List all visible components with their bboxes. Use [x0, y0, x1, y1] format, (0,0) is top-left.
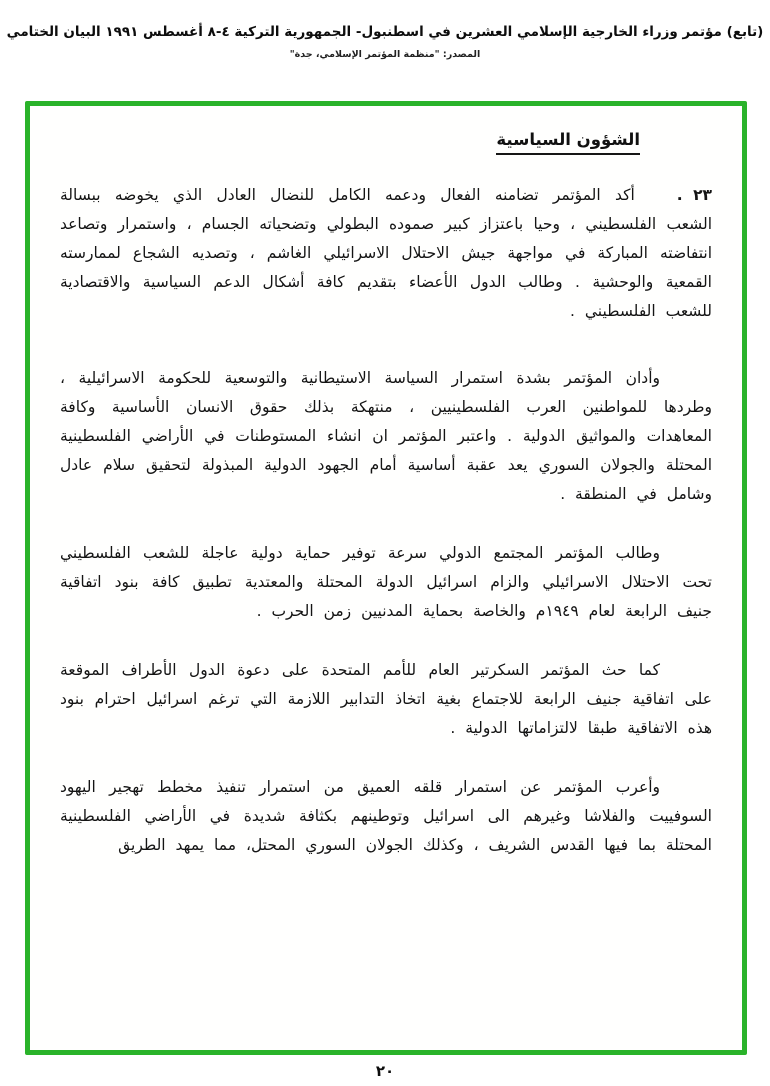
paragraph — [60, 364, 712, 509]
page-number: ٢٠ — [375, 1062, 395, 1080]
paragraph-text: أكد المؤتمر تضامنه الفعال ودعمه الكامل للنضال العادل الذي يخوضه ببسالة الشعب الفلسطيني ، وحيا باعتزاز كبير صموده البطولي وتضحياته الجسام ، واستمرار وتصاعد انتفاضته المباركة في مواجهة جيش الاحتلال الاسرائيلي الغاشم ، وتصديه الشجاع لممارسته القمعية والوحشية . وطالب الدول الأعضاء بتقديم كافة أشكال الدعم السياسية والاقتصادية للشعب الفلسطيني . — [60, 186, 712, 320]
paragraph-text: وأدان المؤتمر بشدة استمرار السياسة الاستيطانية والتوسعية للحكومة الاسرائيلية ، وطردها للمواطنين العرب الفلسطينيين ، منتهكة بذلك حقوق الانسان الأساسية وكافة المعاهدات والمواثيق الدولية . واعتبر المؤتمر ان انشاء المستوطنات في الأراضي الفلسطينية المحتلة والجولان السوري يعد عقبة أساسية أمام الجهود الدولية المبذولة لتحقيق سلام عادل وشامل في المنطقة . — [60, 369, 712, 503]
content-frame — [25, 101, 747, 1055]
paragraph-number: ٢٣ . — [676, 186, 712, 204]
paragraph-text: وأعرب المؤتمر عن استمرار قلقه العميق من استمرار تنفيذ مخطط تهجير اليهود السوفييت والفلاشا وغيرهم الى اسرائيل وتوطينهم بكثافة شديدة في الأراضي الفلسطينية المحتلة بما فيها القدس الشريف ، وكذلك الجولان السوري المحتل، مما يمهد الطريق — [60, 778, 712, 854]
paragraph — [60, 539, 712, 626]
section-title: الشؤون السياسية — [496, 130, 640, 155]
document-title: (تابع) مؤتمر وزراء الخارجية الإسلامي العشرين في اسطنبول- الجمهورية التركية ٤-٨ أغسطس ١٩٩١ البيان الختامي — [6, 24, 764, 40]
paragraph-text: كما حث المؤتمر السكرتير العام للأمم المتحدة على دعوة الدول الأطراف الموقعة على اتفاقية جنيف الرابعة للاجتماع بغية اتخاذ التدابير اللازمة التي ترغم اسرائيل احترام بنود هذه الاتفاقية طبقا لالتزاماتها الدولية . — [60, 661, 712, 737]
paragraph-23 — [60, 181, 712, 326]
document-header — [0, 0, 770, 60]
section-title-row — [60, 130, 640, 155]
paragraph-text: وطالب المؤتمر المجتمع الدولي سرعة توفير حماية دولية عاجلة للشعب الفلسطيني تحت الاحتلال الاسرائيلي والزام اسرائيل الدولة المحتلة والمعتدية تطبيق كافة بنود اتفاقية جنيف الرابعة لعام ١٩٤٩م والخاصة بحماية المدنيين زمن الحرب . — [60, 544, 712, 620]
document-source-line: المصدر: "منظمة المؤتمر الإسلامي، جدة" — [289, 49, 481, 60]
paragraph — [60, 656, 712, 743]
paragraph — [60, 773, 712, 860]
